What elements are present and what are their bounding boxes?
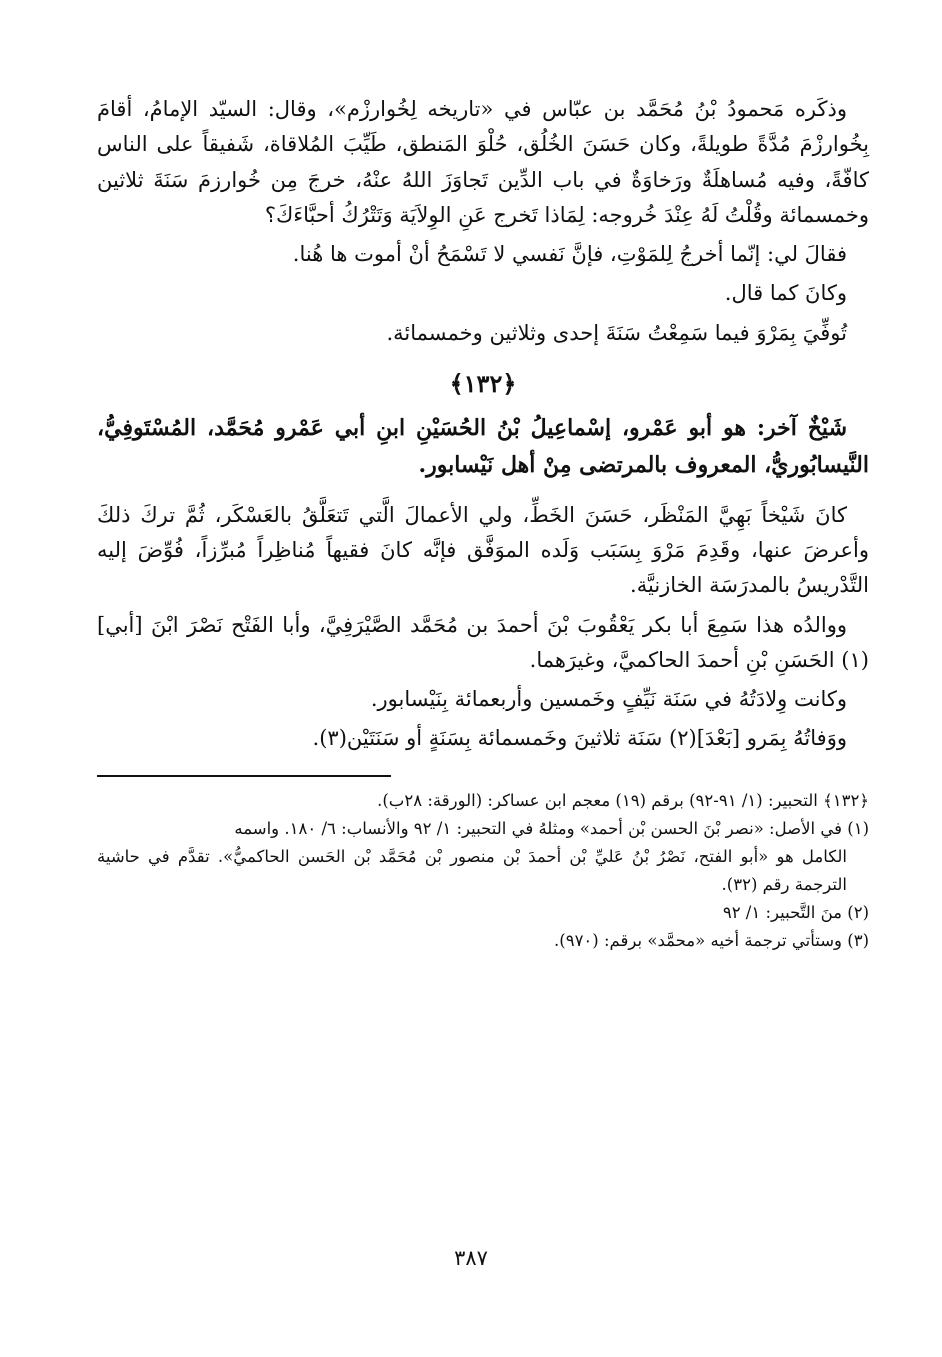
page-number: ٣٨٧	[454, 1246, 488, 1270]
footnote-divider	[97, 775, 391, 777]
footnote-2-continued: الكامل هو «أبو الفتح، نَصْرُ بْنُ عَليِّ بْن أحمدَ بْن منصور بْن مُحَمَّد بْن الحَسن الحاكميُّ». تقدَّم في حاشية الترجمة رقم (٣٢).	[97, 846, 847, 894]
paragraph-6: ووالدُه هذا سَمِعَ أبا بكر يَعْقُوبَ بْنَ أحمدَ بن مُحَمَّد الصَّيْرَفِيَّ، وأبا الفَتْح نَصْرَ ابْنَ [أبي](١) الحَسَنِ بْنِ أحمدَ الحاكميَّ، وغيرَهما.	[97, 612, 869, 672]
paragraph-5: كانَ شَيْخاً بَهِيَّ المَنْظَر، حَسَنَ الخَطِّ، ولي الأعمالَ الَّتي تَتعَلَّقُ بالعَسْكَر، ثُمَّ تركَ ذلكَ وأعرضَ عنها، وقَدِمَ مَرْوَ بِسَبَب وَلَده الموَفَّق فإنَّه كانَ فقيهاً مُناظِراً مُبرِّزاً، فُوِّضَ إليه التَّدْريسُ بالمدرَسَة الخازنيَّة.	[97, 502, 869, 598]
footnote-1: ﴿١٣٢﴾ التحبير: (١/ ٩١-٩٢) برقم (١٩) معجم ابن عساكر: (الورقة: ٢٨ب).	[377, 790, 869, 810]
paragraph-2: فقالَ لي: إنّما أخرجُ لِلمَوْتِ، فإنَّ نَفسي لا تَسْمَحُ أنْ أموت ها هُنا.	[292, 242, 847, 267]
book-page	[97, 92, 869, 955]
paragraph-3: وكانَ كما قال.	[724, 281, 847, 306]
footnote-3: (٢) منَ التَّحبير: ١/ ٩٢	[722, 902, 869, 922]
entry-title: شَيْخٌ آخر: هو أبو عَمْرو، إسْماعِيلُ بْنُ الحُسَيْنِ ابنِ أبي عَمْرو مُحَمَّد، المُسْتَوفِيُّ، النَّيسابُوريُّ، المعروف بالمرتضى مِنْ أهل نَيْسابور.	[97, 414, 869, 478]
footnote-4: (٣) وستأتي ترجمة أخيه «محمَّد» برقم: (٩٧٠).	[554, 930, 869, 950]
paragraph-8: ووَفاتُهُ بِمَرو [بَعْدَ](٢) سَنَة ثلاثينَ وخَمسمائة بِسَنَةٍ أو سَنَتَيْن(٣).	[312, 726, 847, 751]
paragraph-4: تُوفِّيَ بِمَرْوَ فيما سَمِعْتُ سَنَةَ إحدى وثلاثين وخمسمائة.	[386, 320, 847, 345]
paragraph-1: وذكَره مَحمودُ بْنُ مُحَمَّد بن عبّاس في «تاريخه لِخُوارزْم»، وقال: السيّد الإمامُ، أقامَ بِخُوارزْمَ مُدَّةً طويلةً، وكان حَسَنَ الخُلُق، حُلْوَ المَنطق، طَيِّبَ المُلاقاة، شَفيقاً على الناس كافّةً، وفيه مُساهلَةٌ ورَخاوَةٌ في باب الدِّين تَجاوَزَ اللهُ عنْهُ، خرجَ مِن خُوارزمَ سَنَةَ ثلاثين وخمسمائة وقُلْتُ لَهُ عِنْدَ خُروجه: لِمَاذا تَخرج عَنِ الوِلاَيَة وَتَتْرُكُ أحبَّاءَكَ؟	[97, 97, 869, 227]
entry-heading: ﴿١٣٢﴾	[449, 368, 517, 398]
footnote-2: (١) في الأصل: «نصر بْنَ الحسن بْن أحمد» ومثلهُ في التحبير: ١/ ٩٢ والأنساب: ٦/ ١٨٠. واسمه	[234, 818, 869, 838]
paragraph-7: وكانت وِلادَتُهُ في سَنَة نَيِّفٍ وخَمسين وأربعمائة بِنَيْسابور.	[370, 687, 847, 712]
